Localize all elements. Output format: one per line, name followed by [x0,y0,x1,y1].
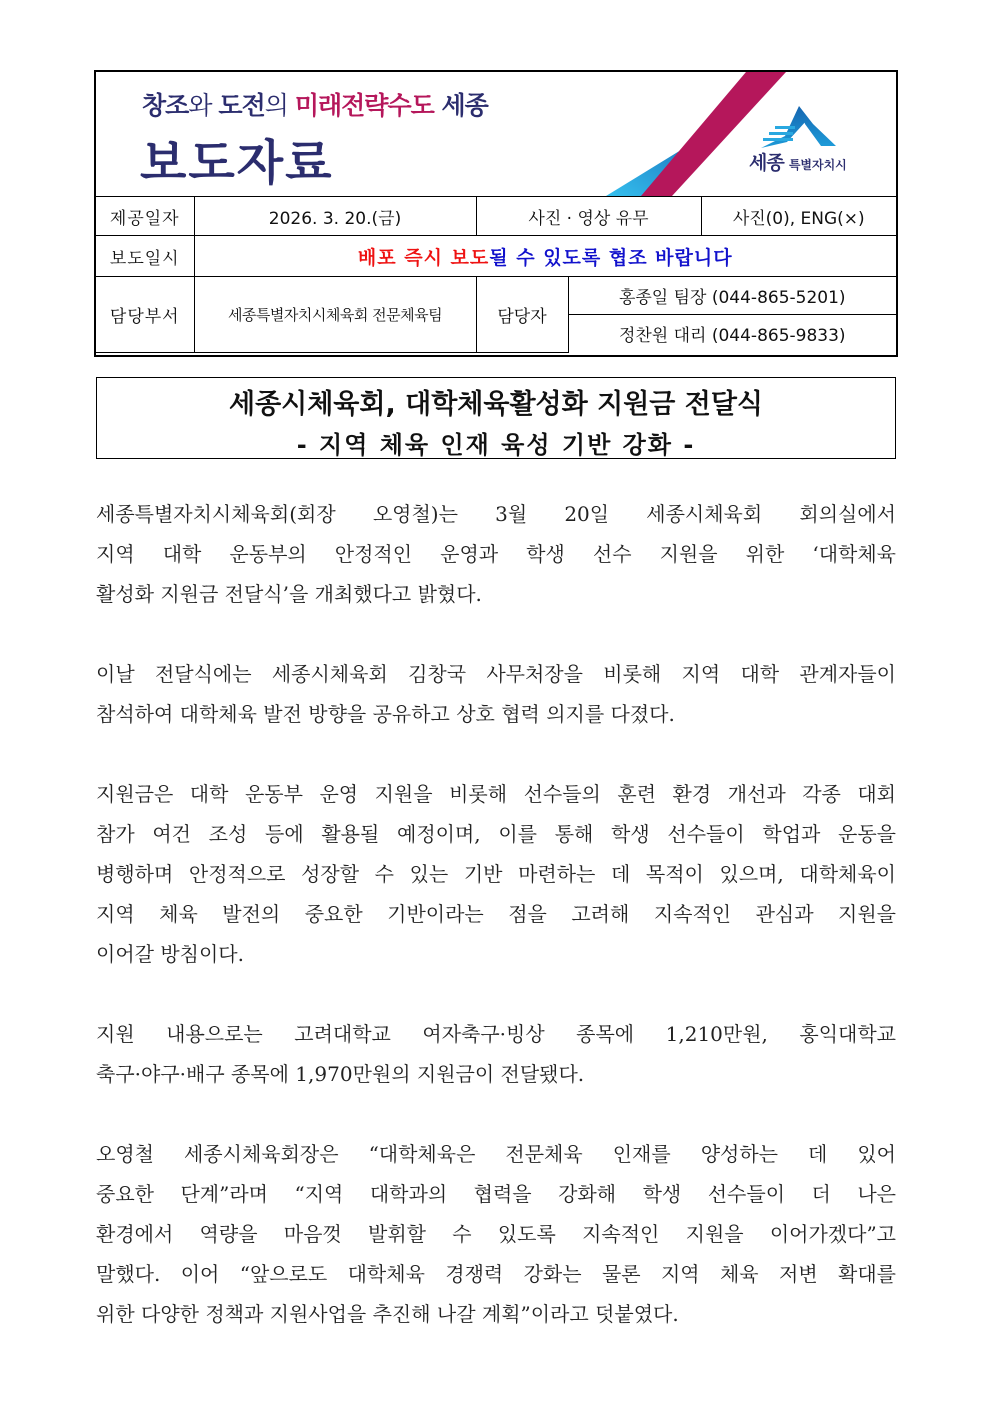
logo-suffix: 특별자치시 [788,158,847,172]
slogan: 창조와 도전의 미래전략수도 세종 [142,91,488,120]
paragraph-line: 병행하며 안정적으로 성장할 수 있는 기반 마련하는 데 목적이 있으며, 대학체육이 [96,862,896,886]
provided-date-value: 2026. 3. 20.(금) [194,197,476,236]
provided-date-label: 제공일자 [96,197,194,236]
paragraph-line: 참석하여 대학체육 발전 방향을 공유하고 상호 협력 의지를 다졌다. [96,702,675,726]
article-title-box [96,377,896,459]
paragraph-line: 중요한 단계”라며 “지역 대학과의 협력을 강화해 학생 선수들이 더 나은 [96,1182,896,1206]
release-label: 보도일시 [96,236,194,277]
paragraph-line: 말했다. 이어 “앞으로도 대학체육 경쟁력 강화는 물론 지역 체육 저변 확대를 [96,1262,896,1286]
sejong-city-logo [741,102,891,177]
paragraph-4 [96,1014,896,1094]
contact-label: 담당자 [476,277,568,353]
doc-type-title: 보도자료 [140,135,334,191]
info-table [96,196,896,353]
paragraph-1 [96,494,896,614]
dept-label: 담당부서 [96,277,194,353]
paragraph-line: 이날 전달식에는 세종시체육회 김창국 사무처장을 비롯해 지역 대학 관계자들이 [96,662,896,686]
paragraph-5 [96,1134,896,1334]
info-row-contact [96,277,896,315]
article-title: 세종시체육회, 대학체육활성화 지원금 전달식 [228,389,763,420]
release-notice-red: 배포 즉시 보도 [357,246,490,269]
release-notice [194,236,896,277]
paragraph-line: 축구·야구·배구 종목에 1,970만원의 지원금이 전달됐다. [96,1062,585,1086]
info-row-date [96,197,896,236]
media-value: 사진(0), ENG(×) [701,197,896,236]
logo-name: 세종 [749,152,784,174]
paragraph-line: 활성화 지원금 전달식’을 개최했다고 밝혔다. [96,582,482,606]
article-subtitle: - 지역 체육 인재 육성 기반 강화 - [296,431,696,459]
paragraph-line: 이어갈 방침이다. [96,942,244,966]
paragraph-line: 환경에서 역량을 마음껏 발휘할 수 있도록 지속적인 지원을 이어가겠다”고 [96,1222,896,1246]
media-label: 사진 · 영상 유무 [476,197,701,236]
paragraph-line: 지원 내용으로는 고려대학교 여자축구·빙상 종목에 1,210만원, 홍익대학교 [96,1022,896,1046]
paragraph-3 [96,774,896,974]
paragraph-line: 오영철 세종시체육회장은 “대학체육은 전문체육 인재를 양성하는 데 있어 [96,1142,896,1166]
paragraph-line: 지역 체육 발전의 중요한 기반이라는 점을 고려해 지속적인 관심과 지원을 [96,902,896,926]
paragraph-line: 위한 다양한 정책과 지원사업을 추진해 나갈 계획”이라고 덧붙였다. [96,1302,679,1326]
dept-value: 세종특별자치시체육회 전문체육팀 [194,277,476,353]
article-body [96,494,896,1374]
press-release-header [94,70,898,357]
release-notice-blue: 될 수 있도록 협조 바랍니다 [489,246,733,269]
paragraph-line: 지원금은 대학 운동부 운영 지원을 비롯해 선수들의 훈련 환경 개선과 각종 대회 [96,782,896,806]
paragraph-line: 지역 대학 운동부의 안정적인 운영과 학생 선수 지원을 위한 ‘대학체육 [96,542,896,566]
contact-secondary: 정찬원 대리 (044-865-9833) [568,315,896,353]
contact-primary: 홍종일 팀장 (044-865-5201) [568,277,896,315]
sejong-emblem-icon [741,102,891,150]
paragraph-2 [96,654,896,734]
header-banner [96,72,896,196]
paragraph-line: 참가 여건 조성 등에 활용될 예정이며, 이를 통해 학생 선수들이 학업과 운동을 [96,822,896,846]
info-row-release [96,236,896,277]
paragraph-line: 세종특별자치시체육회(회장 오영철)는 3월 20일 세종시체육회 회의실에서 [96,502,896,526]
